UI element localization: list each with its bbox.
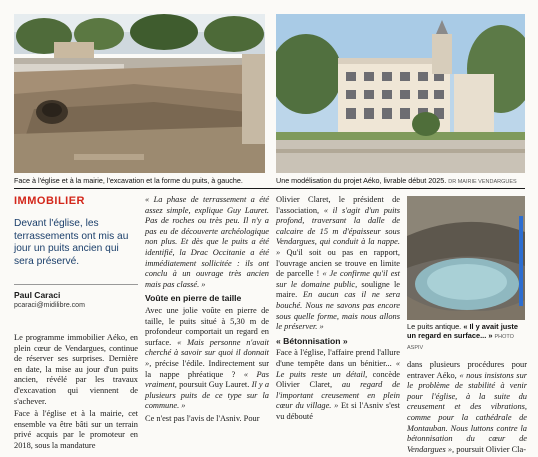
col1-paragraph-1: Le programme immobilier Aéko, en plein cœur de Vendargues, continue de réserver ses surprises. Dernière en date, la mise au jour d'un puits ancien, révélé par les travaux d'excavation qui viennent de s'achever. <box>14 333 138 406</box>
excavation-caption: Face à l'église et à la mairie, l'excavation et la forme du puits, à gauche. <box>14 176 243 185</box>
section-divider <box>14 188 525 189</box>
excavation-illustration <box>14 14 265 173</box>
col4-q1: « nous insistons sur le problème de stabilité à venir pour l'église, à la suite du creusement et des vibrations, comme pour la cathédrale de Montauban. Nous luttons contre la bétonnisation du cœur de Vendargues », <box>407 370 528 454</box>
col3-subheading: « Bétonnisation » <box>276 335 348 346</box>
col3-q4: « Le puits reste un détail, <box>276 358 400 379</box>
col3-q1: « il s'agit d'un puits profond, traversant la dalle de calcaire de 15 m d'épaisseur sous Vendargues, qui conduit à la nappe. » <box>276 205 400 257</box>
body-column-2 <box>145 195 269 426</box>
body-column-1 <box>14 333 138 454</box>
byline-divider <box>14 284 138 285</box>
building-rendering <box>276 14 525 173</box>
col2-p2-quote2: « Pas vraiment, <box>145 369 270 390</box>
col3-p3-text: souligne le maire. <box>276 279 400 300</box>
well-caption-quote: « Il y avait juste un regard en surface... » <box>407 322 518 340</box>
author-name: Paul Caraci <box>14 290 61 300</box>
body-column-4 <box>407 360 527 457</box>
well-illustration <box>407 196 525 320</box>
col2-p2-quote: « Mais personne n'avait cherché à savoir sur quoi il donnait », <box>145 337 269 368</box>
author-email: pcaraci@midilibre.com <box>14 302 85 309</box>
col2-quote-1: « La phase de terrassement a été assez simple, explique Guy Lauret. Pas de roches ou très peu. Il n'y a pas eu de découverte archéologique non plus. Et dès que le puits a été identifié, la Drac Occitanie a été immédiatement sollicitée : ils ont conclu à un ouvrage très ancien mais pas classé. » <box>145 195 269 289</box>
col3-q3: En aucun cas il ne sera bouché. Nous ne savons pas encore sous quelle forme, mais nous allons le préserver. » <box>276 290 401 332</box>
rendering-credit: DR MAIRIE VENDARGUES <box>448 179 517 185</box>
col2-paragraph-3: Ce n'est pas l'avis de l'Asniv. Pour <box>145 413 260 423</box>
col3-p5-text: concède Olivier Claret, <box>276 369 400 390</box>
col1-paragraph-2: Face à l'église et à la mairie, cet ensemble va être bâti sur un terrain privé acquis par le promoteur en 2018, sous la mandature <box>14 409 138 450</box>
col3-q5: au regard de l'important creusement en plein cœur du village. » <box>276 380 400 411</box>
col3-paragraph-2 <box>276 348 400 422</box>
rendering-caption-text: Une modélisation du projet Aéko, livrable début 2025. <box>276 176 447 185</box>
col2-paragraph-2 <box>145 306 269 412</box>
col4-p1-text: dans plusieurs procédures pour entraver Aéko, <box>407 360 527 380</box>
col2-p2-end2: poursuit Guy Lauret. <box>179 380 250 390</box>
excavation-photo <box>14 14 265 173</box>
well-caption-lead: Le puits antique. <box>407 322 462 331</box>
col2-p2-quote3: Il y a plusieurs puits de ce type sur la commune. » <box>145 380 270 411</box>
col2-p2-end: précise l'édile. Indirectement sur la nappe phréatique ? <box>145 358 269 379</box>
well-photo <box>407 196 525 320</box>
col2-subheading: Voûte en pierre de taille <box>145 293 242 304</box>
col3-p6-text: Et si l'Asniv s'est vu débouté <box>276 401 401 421</box>
col3-p4-text: Face à l'église, l'affaire prend l'allure d'une tempête dans un bénitier... <box>276 348 400 368</box>
col3-q2: « Je confirme qu'il est sur le domaine public, <box>276 269 401 289</box>
rendering-caption <box>276 176 528 187</box>
col3-p1-text: Olivier Claret, le président de l'association, <box>276 195 400 215</box>
col2-p2-text: Avec une jolie voûte en pierre de taille, le puits situé à 5,30 m de profondeur comportait un regard en surface. <box>145 305 269 347</box>
section-kicker: IMMOBILIER <box>14 195 85 207</box>
col3-paragraph-1 <box>276 195 400 333</box>
col4-paragraph-1 <box>407 360 527 455</box>
article-standfirst: Devant l'église, les terrassements ont mis au jour un puits ancien qui sera préservé. <box>14 218 129 267</box>
project-rendering-photo <box>276 14 525 173</box>
body-column-3 <box>276 195 400 424</box>
col4-p2-text: poursuit Olivier Cla- <box>456 444 527 454</box>
well-credit: PHOTO ASPIV <box>407 334 514 351</box>
col3-p2-text: Qu'il soit ou pas en rapport, l'ouvrage ancien se trouve en limite de parcelle ! <box>276 247 400 279</box>
well-caption <box>407 322 527 353</box>
